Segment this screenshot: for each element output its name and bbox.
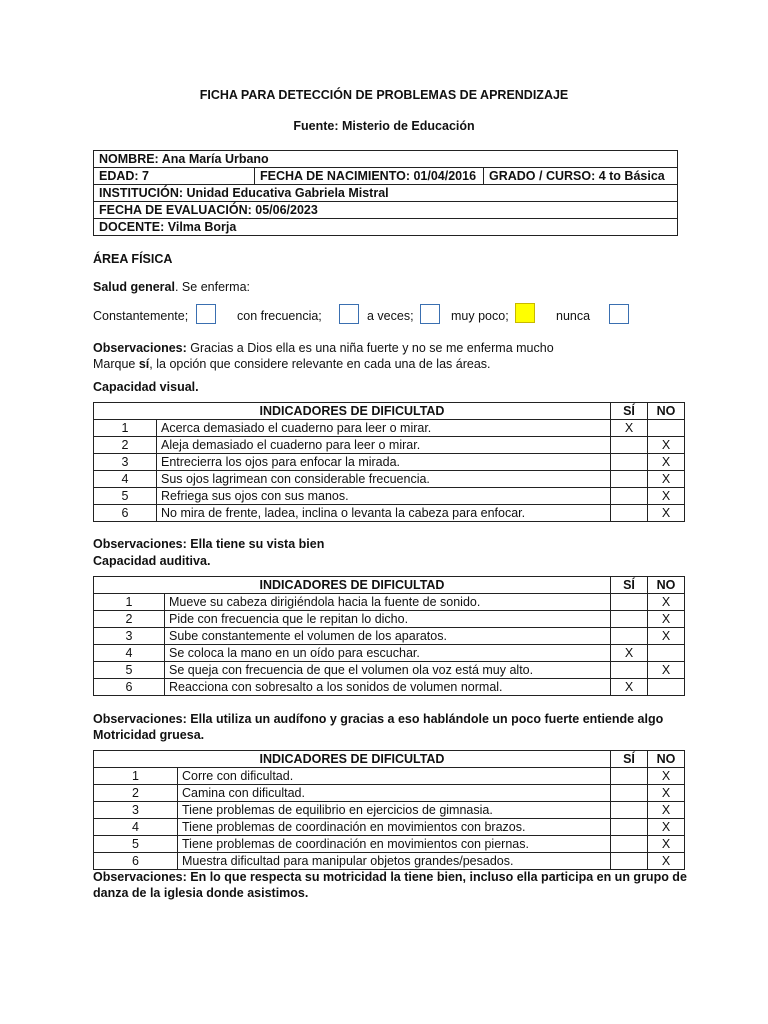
- option-label-2: a veces;: [367, 309, 414, 323]
- option-label-3: muy poco;: [451, 309, 509, 323]
- row-number: 3: [94, 802, 178, 819]
- checkbox-constantemente[interactable]: [196, 304, 216, 324]
- visual-rows: [94, 420, 685, 522]
- row-number: 1: [94, 420, 157, 437]
- info-docente: DOCENTE: Vilma Borja: [94, 219, 678, 236]
- row-si-mark: X: [611, 679, 648, 696]
- row-si-mark: [611, 853, 648, 870]
- table-row: [94, 785, 685, 802]
- row-no-mark: X: [648, 819, 685, 836]
- info-grado: GRADO / CURSO: 4 to Básica: [484, 168, 678, 185]
- table-row: [94, 611, 685, 628]
- row-si-mark: [611, 454, 648, 471]
- motricidad-heading: Motricidad gruesa.: [93, 728, 205, 742]
- row-number: 6: [94, 679, 165, 696]
- row-no-mark: X: [648, 594, 685, 611]
- row-si-mark: [611, 819, 648, 836]
- row-no-mark: X: [648, 488, 685, 505]
- row-si-mark: [611, 505, 648, 522]
- row-number: 3: [94, 628, 165, 645]
- row-indicator: Tiene problemas de coordinación en movimientos con piernas.: [178, 836, 611, 853]
- checkbox-a-veces[interactable]: [420, 304, 440, 324]
- row-number: 4: [94, 471, 157, 488]
- col-header-no: NO: [648, 403, 685, 420]
- info-institucion: INSTITUCIÓN: Unidad Educativa Gabriela Mistral: [94, 185, 678, 202]
- row-no-mark: [648, 679, 685, 696]
- row-indicator: No mira de frente, ladea, inclina o levanta la cabeza para enfocar.: [157, 505, 611, 522]
- col-header-indicadores: INDICADORES DE DIFICULTAD: [94, 751, 611, 768]
- info-edad: EDAD: 7: [94, 168, 255, 185]
- row-si-mark: [611, 611, 648, 628]
- row-si-mark: [611, 836, 648, 853]
- row-number: 3: [94, 454, 157, 471]
- table-row: [94, 679, 685, 696]
- motricidad-table: [93, 750, 685, 870]
- area-fisica-heading: ÁREA FÍSICA: [93, 252, 173, 266]
- row-indicator: Tiene problemas de coordinación en movimientos con brazos.: [178, 819, 611, 836]
- row-no-mark: X: [648, 437, 685, 454]
- table-row: [94, 420, 685, 437]
- col-header-indicadores: INDICADORES DE DIFICULTAD: [94, 403, 611, 420]
- row-no-mark: X: [648, 628, 685, 645]
- row-si-mark: [611, 437, 648, 454]
- row-si-mark: X: [611, 420, 648, 437]
- row-indicator: Entrecierra los ojos para enfocar la mirada.: [157, 454, 611, 471]
- row-si-mark: [611, 471, 648, 488]
- row-si-mark: [611, 785, 648, 802]
- col-header-si: SÍ: [611, 403, 648, 420]
- row-number: 5: [94, 662, 165, 679]
- row-indicator: Corre con dificultad.: [178, 768, 611, 785]
- row-no-mark: X: [648, 802, 685, 819]
- salud-rest: . Se enferma:: [174, 280, 251, 294]
- student-info-table: [93, 150, 678, 236]
- option-label-0: Constantemente;: [93, 309, 189, 323]
- instructions-part-2: , la opción que considere relevante en cada una de las áreas.: [149, 357, 491, 371]
- table-row: [94, 628, 685, 645]
- motricidad-observation-2: danza de la iglesia donde asistimos.: [93, 886, 309, 900]
- row-indicator: Se coloca la mano en un oído para escuchar.: [165, 645, 611, 662]
- document-source: Fuente: Misterio de Educación: [293, 119, 475, 133]
- row-number: 2: [94, 437, 157, 454]
- col-header-si: SÍ: [611, 577, 648, 594]
- row-number: 5: [94, 836, 178, 853]
- checkbox-nunca[interactable]: [609, 304, 629, 324]
- auditiva-rows: [94, 594, 685, 696]
- table-row: [94, 768, 685, 785]
- row-si-mark: X: [611, 645, 648, 662]
- auditiva-table: [93, 576, 685, 696]
- row-number: 6: [94, 853, 178, 870]
- motricidad-rows: [94, 768, 685, 870]
- row-indicator: Refriega sus ojos con sus manos.: [157, 488, 611, 505]
- instructions-part-1: Marque: [93, 357, 139, 371]
- row-indicator: Acerca demasiado el cuaderno para leer o mirar.: [157, 420, 611, 437]
- checkbox-con-frecuencia[interactable]: [339, 304, 359, 324]
- salud-heading: Salud general: [93, 280, 175, 294]
- col-header-no: NO: [648, 577, 685, 594]
- visual-heading-text: Capacidad visual: [93, 380, 196, 394]
- row-no-mark: X: [648, 662, 685, 679]
- auditiva-heading: Capacidad auditiva.: [93, 554, 211, 568]
- row-no-mark: X: [648, 454, 685, 471]
- table-row: [94, 437, 685, 454]
- info-nombre: NOMBRE: Ana María Urbano: [94, 151, 678, 168]
- table-row: [94, 505, 685, 522]
- motricidad-observation-1: Observaciones: En lo que respecta su motricidad la tiene bien, incluso ella participa en un grupo de: [93, 870, 687, 884]
- row-indicator: Se queja con frecuencia de que el volumen ola voz está muy alto.: [165, 662, 611, 679]
- auditiva-heading-text: Capacidad auditiva: [93, 554, 207, 568]
- row-number: 6: [94, 505, 157, 522]
- row-indicator: Mueve su cabeza dirigiéndola hacia la fuente de sonido.: [165, 594, 611, 611]
- row-indicator: Aleja demasiado el cuaderno para leer o mirar.: [157, 437, 611, 454]
- obs-label: Observaciones:: [93, 341, 187, 355]
- salud-general-line: [93, 280, 250, 294]
- row-indicator: Tiene problemas de equilibrio en ejercicios de gimnasia.: [178, 802, 611, 819]
- row-si-mark: [611, 628, 648, 645]
- row-no-mark: X: [648, 836, 685, 853]
- row-no-mark: X: [648, 853, 685, 870]
- visual-heading: Capacidad visual.: [93, 380, 199, 394]
- col-header-indicadores: INDICADORES DE DIFICULTAD: [94, 577, 611, 594]
- row-si-mark: [611, 488, 648, 505]
- motricidad-heading-text: Motricidad gruesa: [93, 728, 201, 742]
- visual-observation: Observaciones: Ella tiene su vista bien: [93, 537, 325, 551]
- document-title: FICHA PARA DETECCIÓN DE PROBLEMAS DE APRENDIZAJE: [199, 88, 569, 102]
- row-number: 2: [94, 785, 178, 802]
- table-row: [94, 802, 685, 819]
- col-header-si: SÍ: [611, 751, 648, 768]
- table-row: [94, 645, 685, 662]
- obs-text: Gracias a Dios ella es una niña fuerte y no se me enferma mucho: [186, 341, 554, 355]
- row-si-mark: [611, 802, 648, 819]
- table-row: [94, 454, 685, 471]
- row-number: 4: [94, 645, 165, 662]
- row-indicator: Sus ojos lagrimean con considerable frecuencia.: [157, 471, 611, 488]
- row-indicator: Pide con frecuencia que le repitan lo dicho.: [165, 611, 611, 628]
- row-no-mark: X: [648, 785, 685, 802]
- row-no-mark: X: [648, 611, 685, 628]
- row-number: 1: [94, 594, 165, 611]
- instructions-si: sí: [138, 357, 150, 371]
- info-fecha-evaluacion: FECHA DE EVALUACIÓN: 05/06/2023: [94, 202, 678, 219]
- info-fecha-nacimiento: FECHA DE NACIMIENTO: 01/04/2016: [255, 168, 484, 185]
- row-indicator: Sube constantemente el volumen de los aparatos.: [165, 628, 611, 645]
- checkbox-muy-poco[interactable]: [515, 303, 535, 323]
- row-number: 2: [94, 611, 165, 628]
- row-no-mark: X: [648, 768, 685, 785]
- row-no-mark: [648, 420, 685, 437]
- row-si-mark: [611, 768, 648, 785]
- table-row: [94, 488, 685, 505]
- table-row: [94, 594, 685, 611]
- option-label-1: con frecuencia;: [237, 309, 322, 323]
- col-header-no: NO: [648, 751, 685, 768]
- visual-table: [93, 402, 685, 522]
- table-row: [94, 819, 685, 836]
- row-indicator: Muestra dificultad para manipular objetos grandes/pesados.: [178, 853, 611, 870]
- row-indicator: Reacciona con sobresalto a los sonidos de volumen normal.: [165, 679, 611, 696]
- row-indicator: Camina con dificultad.: [178, 785, 611, 802]
- row-number: 1: [94, 768, 178, 785]
- option-label-4: nunca: [556, 309, 591, 323]
- row-no-mark: X: [648, 471, 685, 488]
- row-no-mark: X: [648, 505, 685, 522]
- row-number: 4: [94, 819, 178, 836]
- table-row: [94, 471, 685, 488]
- row-si-mark: [611, 662, 648, 679]
- table-row: [94, 853, 685, 870]
- table-row: [94, 836, 685, 853]
- salud-observation: [93, 341, 554, 355]
- row-si-mark: [611, 594, 648, 611]
- instructions-line: [93, 357, 491, 371]
- table-row: [94, 662, 685, 679]
- row-number: 5: [94, 488, 157, 505]
- auditiva-observation: Observaciones: Ella utiliza un audífono y gracias a eso hablándole un poco fuerte entiende algo: [93, 712, 664, 726]
- row-no-mark: [648, 645, 685, 662]
